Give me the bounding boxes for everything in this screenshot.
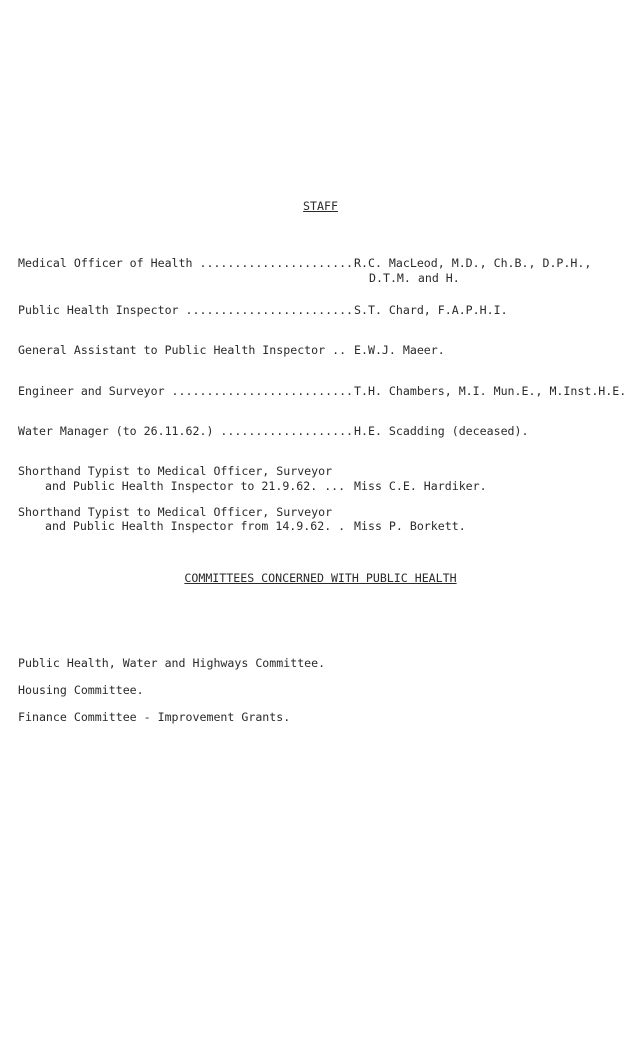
staff-person-shorthand-typist-2: Miss P. Borkett. xyxy=(354,519,466,533)
staff-role-public-health-inspector: Public Health Inspector ........................ xyxy=(18,303,354,317)
staff-role-shorthand-typist-1: Shorthand Typist to Medical Officer, Surveyor xyxy=(18,464,333,478)
committees-heading: COMMITTEES CONCERNED WITH PUBLIC HEALTH xyxy=(184,571,457,585)
staff-role-shorthand-typist-2: Shorthand Typist to Medical Officer, Surveyor xyxy=(18,505,333,519)
staff-heading: STAFF xyxy=(303,199,338,213)
staff-person-medical-officer: R.C. MacLeod, M.D., Ch.B., D.P.H., xyxy=(354,256,592,270)
staff-role-medical-officer: Medical Officer of Health ...................... xyxy=(18,256,354,270)
staff-role-shorthand-typist-2-cont: and Public Health Inspector from 14.9.62. . xyxy=(45,519,346,533)
staff-person-engineer-surveyor: T.H. Chambers, M.I. Mun.E., M.Inst.H.E. xyxy=(354,384,627,398)
staff-person-water-manager: H.E. Scadding (deceased). xyxy=(354,424,529,438)
committee-item: Housing Committee. xyxy=(18,683,144,697)
staff-person-shorthand-typist-1: Miss C.E. Hardiker. xyxy=(354,479,487,493)
staff-role-engineer-surveyor: Engineer and Surveyor .......................... xyxy=(18,384,354,398)
staff-role-general-assistant: General Assistant to Public Health Inspector .. xyxy=(18,343,347,357)
staff-person-public-health-inspector: S.T. Chard, F.A.P.H.I. xyxy=(354,303,508,317)
committee-item: Public Health, Water and Highways Committee. xyxy=(18,656,326,670)
staff-person-medical-officer-cont: D.T.M. and H. xyxy=(369,271,460,285)
staff-person-general-assistant: E.W.J. Maeer. xyxy=(354,343,445,357)
staff-role-shorthand-typist-1-cont: and Public Health Inspector to 21.9.62. ... xyxy=(45,479,346,493)
committee-item: Finance Committee - Improvement Grants. xyxy=(18,710,291,724)
staff-role-water-manager: Water Manager (to 26.11.62.) ................... xyxy=(18,424,354,438)
